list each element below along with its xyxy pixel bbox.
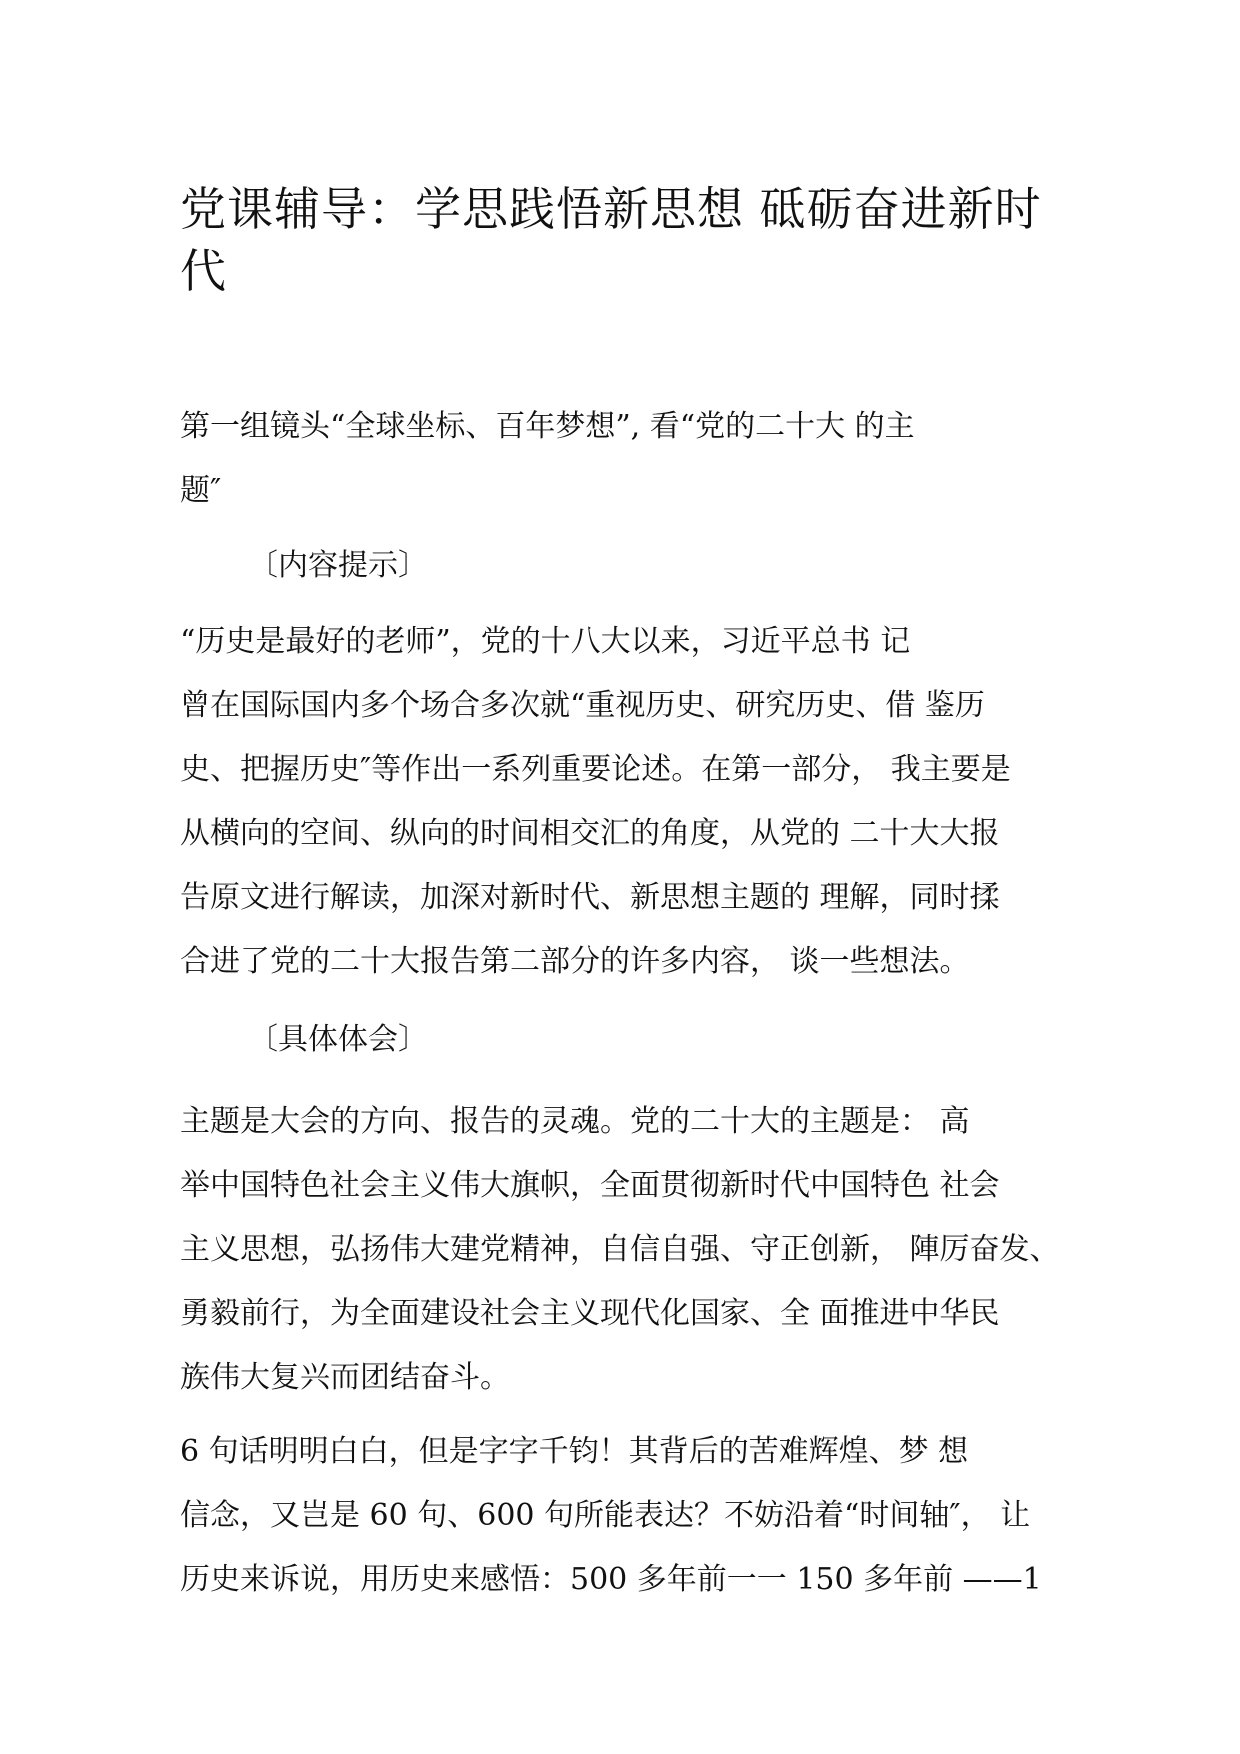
paragraph-theme: 主题是大会的方向、报告的灵魂。党的二十大的主题是： 高 举中国特色社会主义伟大旗帜，全面贯彻新时代中国特色 社会 主义思想，弘扬伟大建党精神，自信自强、守正创新， 陣厉奋发、 勇毅前行，为全面建设社会主义现代化国家、全 面推进中华民 族伟大复兴而团结奋斗。 [180, 1104, 1060, 1395]
paragraph-history-teacher: “历史是最好的老师”，党的十八大以来，习近平总书 记 曾在国际国内多个场合多次就“重视历史、研究历史、借 鉴历 史、把握历史″等作出一系列重要论述。在第一部分， 我主要是 从横向的空间、纵向的时间相交汇的角度，从党的 二十大大报 告原文进行解读，加深对新时代、新思想主题的 理解，同时揉 合进了党的二十大报告第二部分的许多内容， 谈一些想法。 [180, 624, 1011, 979]
paragraph-first-scene: 第一组镜头“全球坐标、百年梦想”, 看“党的二十大 的主 题″ [180, 409, 915, 508]
label-specific-insight: 〔具体体会〕 [248, 1022, 428, 1057]
paragraph-six-sentences: 6 句话明明白白，但是字字千钧！其背后的苦难辉煌、梦 想 信念，又岂是 60 句、600 句所能表达？不妨沿着“时间轴″， 让 历史来诉说，用历史来感悟：500 多年前一一 150 多年前 ——1 [180, 1434, 1042, 1597]
label-content-hint: 〔内容提示〕 [248, 548, 428, 583]
document-title: 党课辅导：学思践悟新思想 砥砺奋进新时 代 [180, 182, 1042, 298]
